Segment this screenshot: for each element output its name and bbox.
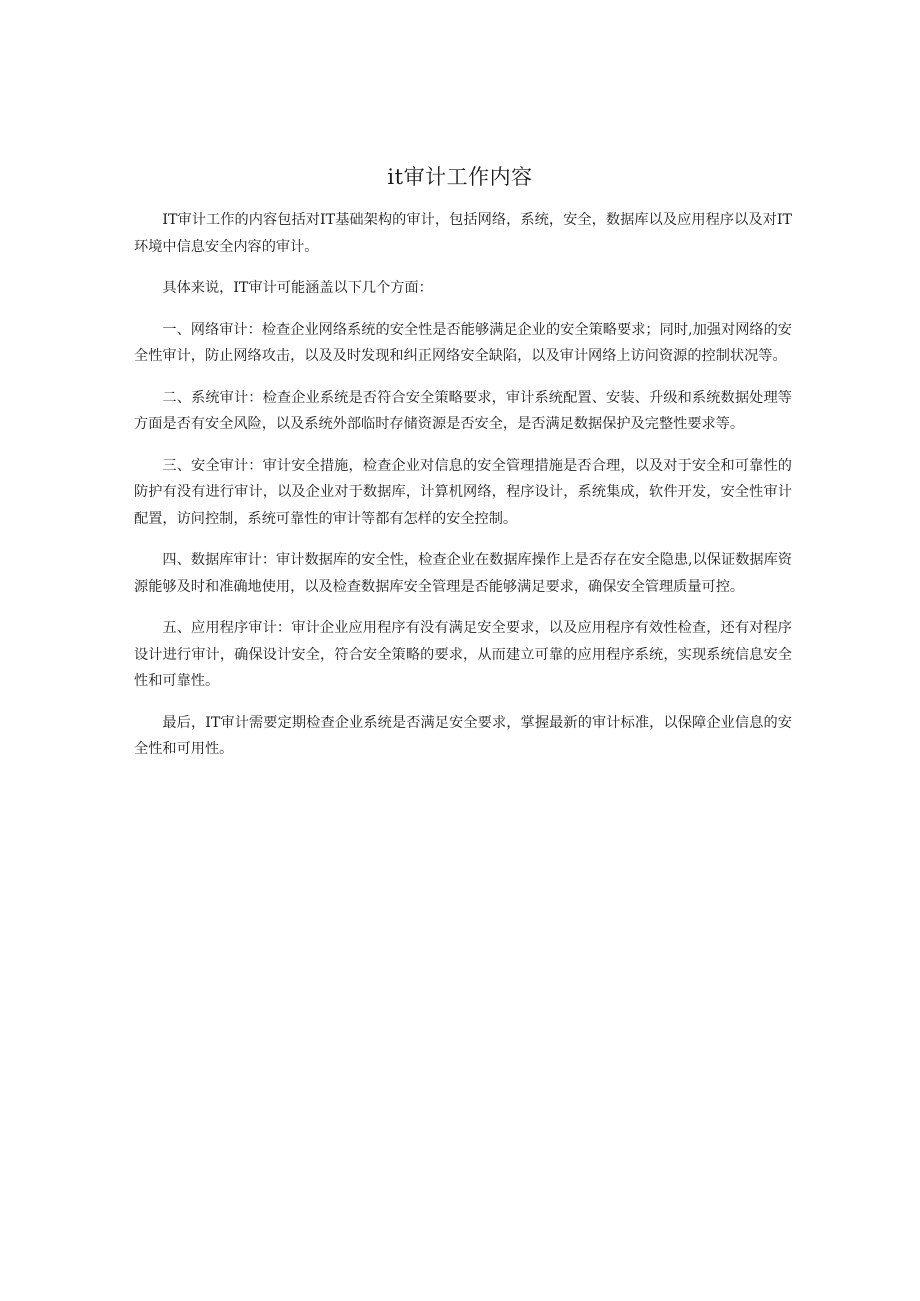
document-title: it审计工作内容 xyxy=(387,165,533,189)
paragraph-application-audit: 五、应用程序审计：审计企业应用程序有没有满足安全要求，以及应用程序有效性检查，还有对程序设计进行审计，确保设计安全，符合安全策略的要求，从而建立可靠的应用程序系统，实现系统信息安全性和可靠性。 xyxy=(134,620,792,689)
paragraph-overview: 具体来说，IT审计可能涵盖以下几个方面： xyxy=(162,280,433,296)
paragraph-system-audit: 二、系统审计：检查企业系统是否符合安全策略要求，审计系统配置、安装、升级和系统数据处理等方面是否有安全风险，以及系统外部临时存储资源是否安全，是否满足数据保护及完整性要求等。 xyxy=(134,389,792,432)
paragraph-security-audit: 三、安全审计：审计安全措施，检查企业对信息的安全管理措施是否合理，以及对于安全和可靠性的防护有没有进行审计，以及企业对于数据库，计算机网络，程序设计，系统集成，软件开发，安全性审计配置，访问控制，系统可靠性的审计等都有怎样的安全控制。 xyxy=(134,457,792,527)
paragraph-database-audit: 四、数据库审计：审计数据库的安全性，检查企业在数据库操作上是否存在安全隐患,以保证数据库资源能够及时和准确地使用，以及检查数据库安全管理是否能够满足要求，确保安全管理质量可控。 xyxy=(134,552,792,595)
document-body xyxy=(134,207,792,778)
paragraph-network-audit: 一、网络审计：检查企业网络系统的安全性是否能够满足企业的安全策略要求；同时,加强对网络的安全性审计，防止网络攻击，以及及时发现和纠正网络安全缺陷，以及审计网络上访问资源的控制状况等。 xyxy=(134,321,792,364)
paragraph-conclusion: 最后，IT审计需要定期检查企业系统是否满足安全要求，掌握最新的审计标准，以保障企业信息的安全性和可用性。 xyxy=(134,714,792,757)
paragraph-intro: IT审计工作的内容包括对IT基础架构的审计，包括网络，系统，安全，数据库以及应用程序以及对IT环境中信息安全内容的审计。 xyxy=(134,212,792,255)
